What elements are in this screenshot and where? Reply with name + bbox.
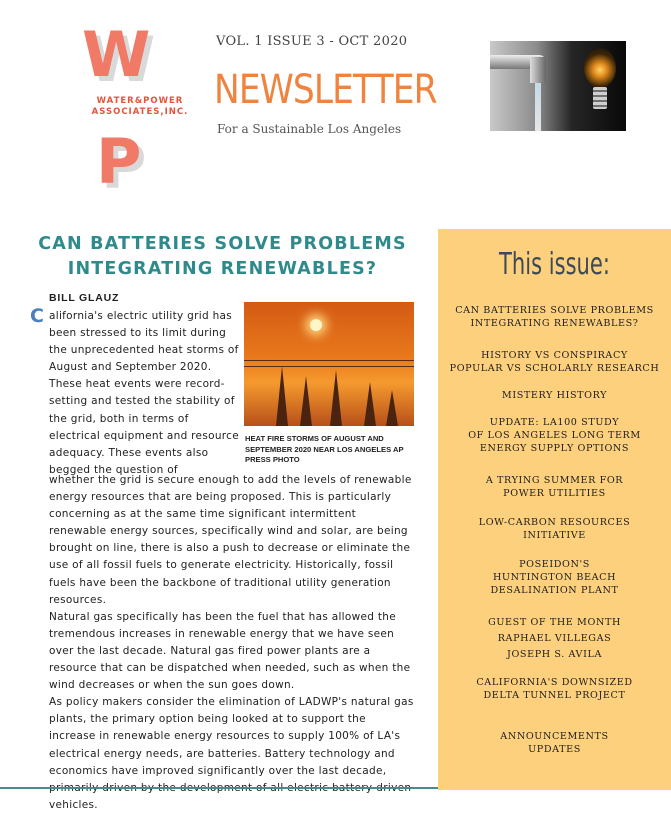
toc-item-joseph-avila[interactable]: JOSEPH S. AVILA xyxy=(507,649,602,660)
article-paragraph-3: As policy makers consider the elimination of LADWP's natural gas plants, the primary option being looked at to support the increase in renewable energy resources to supply 100% of LA's electrical energy needs, are batteries. Battery technology and economics have improved significantly over the last decade, vehicles. xyxy=(49,696,414,811)
toc-item-delta-tunnel[interactable]: CALIFORNIA'S DOWNSIZED DELTA TUNNEL PROJECT xyxy=(476,677,633,701)
lightbulb-icon xyxy=(584,48,616,88)
heat-storm-power-lines-photo xyxy=(244,302,414,426)
article-byline: BILL GLAUZ xyxy=(49,292,120,304)
power-line-shape xyxy=(244,366,414,367)
issue-date-line: VOL. 1 ISSUE 3 - OCT 2020 xyxy=(216,34,408,49)
faucet-lightbulb-photo xyxy=(490,41,626,131)
toc-item-trying-summer[interactable]: A TRYING SUMMER FOR POWER UTILITIES xyxy=(485,475,624,499)
table-of-contents-sidebar xyxy=(438,229,671,790)
transmission-tower-shape xyxy=(300,376,312,426)
sun-shape xyxy=(310,319,322,331)
article-paragraph-2: Natural gas specifically has been the fuel that has allowed the tremendous increases in renewable energy that we have seen over the last decade. Natural gas fired power plants are a resource that can be dispatched when needed, such as when the wind decreases or when the sun goes down. xyxy=(49,610,411,692)
bottom-divider xyxy=(0,787,438,789)
article-paragraph-1: whether the grid is secure enough to add the levels of renewable energy resources that are being proposed. This is particularly concerning as at the same time significant intermittent renewable energy sources, specifically wind and solar, are being brought on line, there is also a push to decrease or eliminate the use of all fossil fuels to generate electricity. Historically, fossil fuels have been the backbone of traditional utility generation resources. xyxy=(49,474,412,606)
logo-org-line-1: WATER&POWER xyxy=(96,96,184,106)
photo-caption: HEAT FIRE STORMS OF AUGUST AND SEPTEMBER 2020 NEAR LOS ANGELES AP PRESS PHOTO xyxy=(245,434,404,464)
faucet-neck-shape xyxy=(530,57,546,83)
toc-item-raphael-villegas[interactable]: RAPHAEL VILLEGAS xyxy=(497,633,612,644)
toc-item-la100-study[interactable]: UPDATE: LA100 STUDY OF LOS ANGELES LONG TERM ENERGY SUPPLY OPTIONS xyxy=(468,417,641,454)
article-lead-paragraph: alifornia's electric utility grid has been stressed to its limit during the unprecedented heat storms of August and September 2020. These heat events were record-setting and tested the stability of the grid, both in terms of electrical equipment and resource adequacy. These events also begged the question of xyxy=(49,310,239,476)
toc-item-announcements[interactable]: ANNOUNCEMENTS UPDATES xyxy=(500,731,609,755)
logo-letter-p: P xyxy=(96,125,142,198)
logo-org-line-2: ASSOCIATES,INC. xyxy=(91,107,189,117)
toc-item-low-carbon[interactable]: LOW-CARBON RESOURCES INITIATIVE xyxy=(478,517,631,541)
toc-item-poseidon[interactable]: POSEIDON'S HUNTINGTON BEACH DESALINATION PLANT xyxy=(490,559,619,596)
drop-cap: C xyxy=(30,305,44,327)
transmission-tower-shape xyxy=(330,370,342,426)
logo-letter-w: W xyxy=(82,18,155,91)
toc-item-history-vs-conspiracy[interactable]: HISTORY VS CONSPIRACY POPULAR VS SCHOLARLY RESEARCH xyxy=(449,350,660,374)
transmission-tower-shape xyxy=(364,382,376,426)
article-headline: CAN BATTERIES SOLVE PROBLEMS INTEGRATING RENEWABLES? xyxy=(38,234,407,279)
transmission-tower-shape xyxy=(386,390,398,426)
toc-item-batteries[interactable]: CAN BATTERIES SOLVE PROBLEMS INTEGRATING RENEWABLES? xyxy=(455,305,654,329)
lightbulb-base-shape xyxy=(593,87,607,109)
sidebar-title: This issue: xyxy=(499,247,610,282)
logo-organization-name xyxy=(70,96,210,118)
transmission-tower-shape xyxy=(276,366,288,426)
newsletter-tagline: For a Sustainable Los Angeles xyxy=(217,122,402,136)
newsletter-title: NEWSLETTER xyxy=(214,67,437,113)
toc-item-guest-of-month[interactable]: GUEST OF THE MONTH xyxy=(488,617,621,628)
article-body xyxy=(49,472,415,814)
toc-item-mistery-history[interactable]: MISTERY HISTORY xyxy=(501,390,608,401)
power-line-shape xyxy=(244,360,414,361)
water-stream-shape xyxy=(535,83,541,131)
